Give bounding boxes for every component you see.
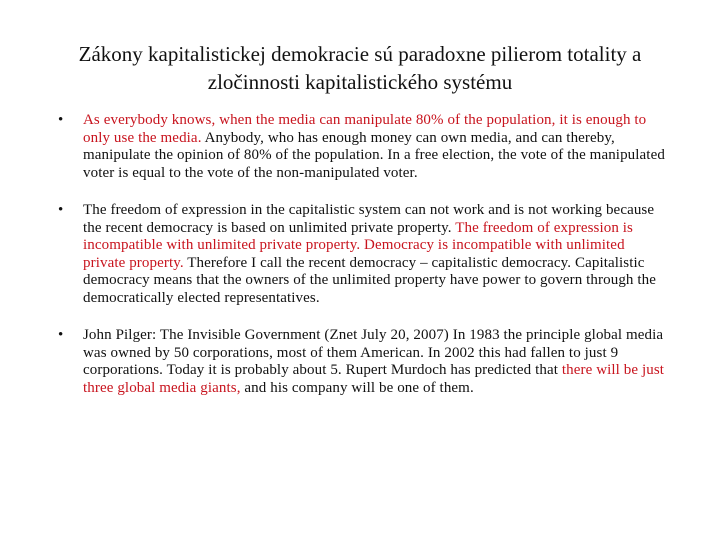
bullet-list: [58, 112, 668, 397]
bullet-item-1: [58, 112, 668, 182]
bullet-2-segment-3: Therefore I call the recent democracy – capitalistic democracy. Capitalistic democracy means that the owners of the unlimited property have power to govern through the democratically elected representatives.: [83, 254, 656, 306]
bullet-item-2: [58, 202, 668, 307]
bullet-symbol: •: [58, 327, 64, 343]
bullet-3-segment-1: John Pilger: The Invisible Government (Znet July 20, 2007) In 1983 the principle global media was owned by 50 corporations, most of them American. In 2002 this had fallen to just 9 corporations. Today it is probably about 5. Rupert Murdoch has predicted that: [83, 327, 664, 378]
bullet-2-segment-2: The freedom of expression is incompatible with unlimited private property. Democracy is incompatible with unlimited private property.: [83, 219, 633, 271]
bullet-1-segment-2: Anybody, who has enough money can own media, and can thereby, manipulate the opinion of 80% of the population. In a free election, the vote of the manipulated voter is equal to the vote of the non-manipulated voter.: [83, 129, 665, 181]
slide-title: Zákony kapitalistickej demokracie sú paradoxne pilierom totality a zločinnosti kapitalistického systému: [78, 42, 642, 94]
bullet-symbol: •: [58, 202, 64, 218]
bullet-3-segment-3: and his company will be one of them.: [240, 379, 474, 396]
bullet-3-segment-2: there will be just three global media giants,: [83, 362, 665, 396]
bullet-2-segment-1: The freedom of expression in the capitalistic system can not work and is not working because the recent democracy is based on unlimited private property.: [83, 202, 655, 236]
bullet-symbol: •: [58, 112, 64, 128]
bullet-1-segment-1: As everybody knows, when the media can manipulate 80% of the population, it is enough to only use the media.: [83, 112, 647, 146]
bullet-item-3: [58, 327, 668, 397]
